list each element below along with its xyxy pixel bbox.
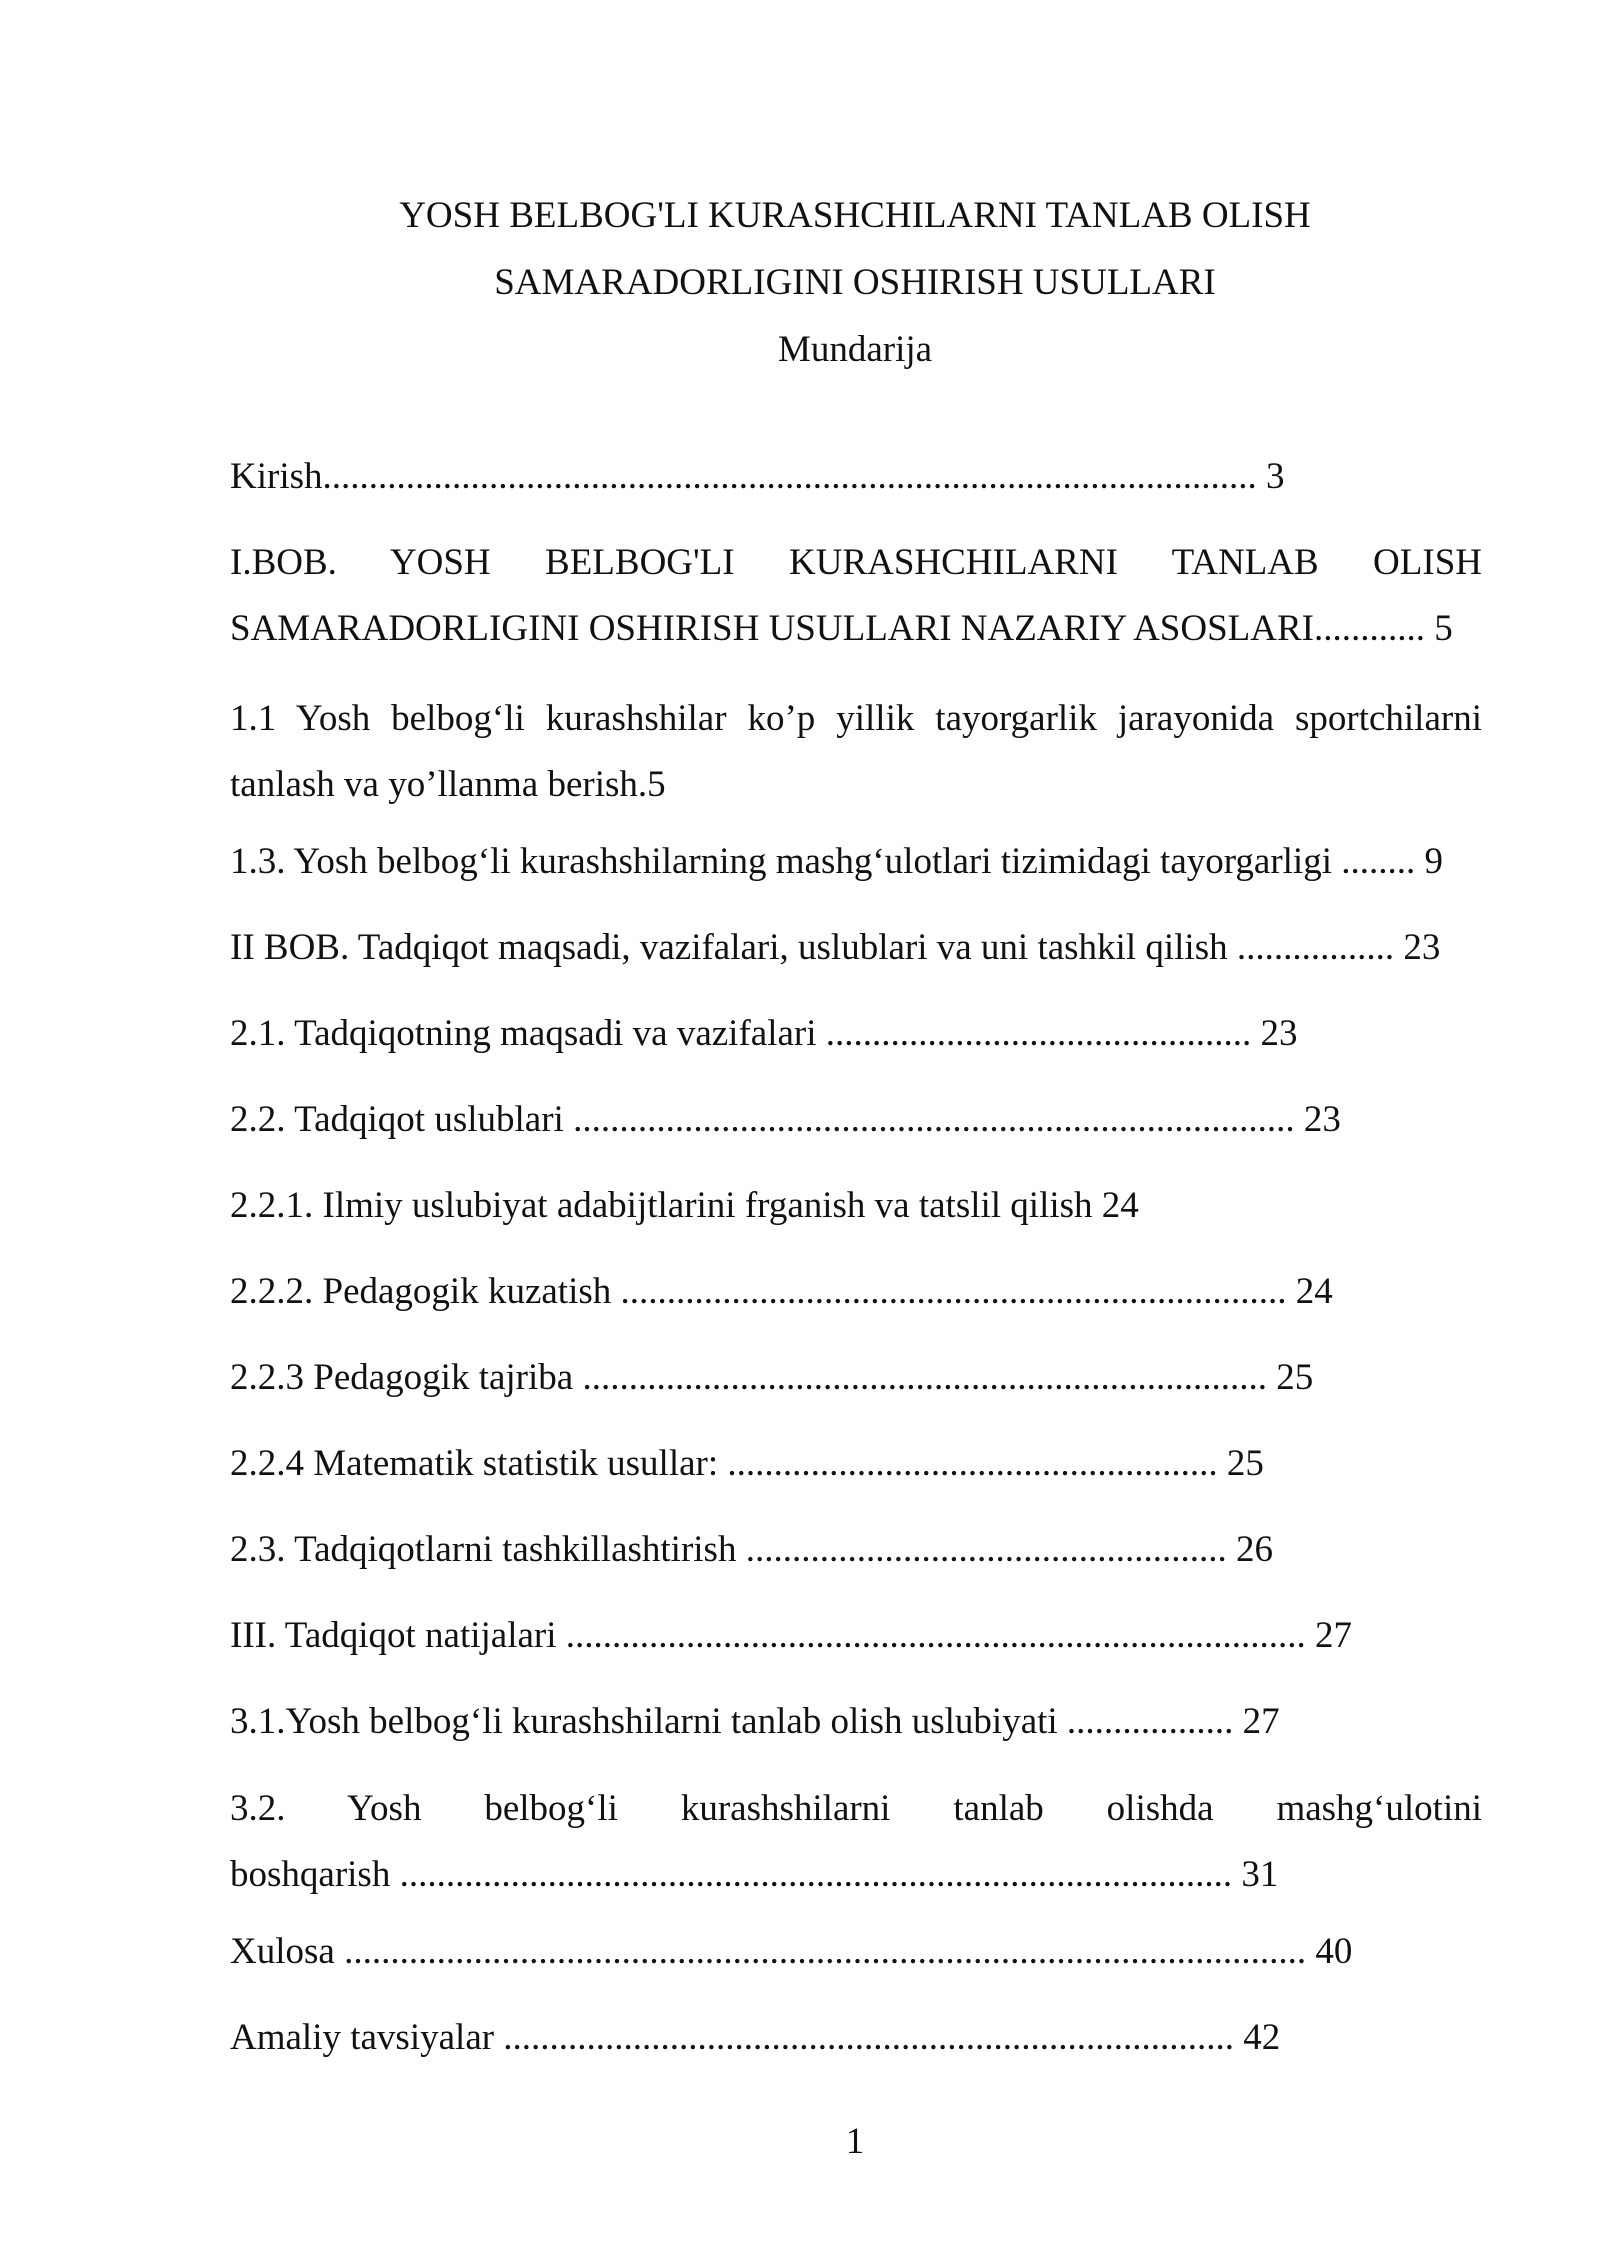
toc-entry-kirish: Kirish..................................................................................................... 3 xyxy=(230,456,1285,497)
contents-heading: Mundarija xyxy=(777,329,933,370)
page-number: 1 xyxy=(845,2121,865,2162)
toc-entry-2-3: 2.3. Tadqiqotlarni tashkillashtirish .................................................... 26 xyxy=(230,1529,1273,1570)
toc-entry-chapter-1-line-1: I.BOB. YOSH BELBOG'LI KURASHCHILARNI TANLAB OLISH xyxy=(230,542,1482,583)
toc-entry-chapter-1 xyxy=(230,530,1482,662)
toc-entry-xulosa: Xulosa ........................................................................................................ 40 xyxy=(230,1931,1353,1972)
toc-entry-1-1 xyxy=(230,686,1482,818)
toc-entry-chapter-1-line-2: SAMARADORLIGINI OSHIRISH USULLARI NAZARIY ASOSLARI............ 5 xyxy=(230,608,1453,649)
toc-entry-2-2-3: 2.2.3 Pedagogik tajriba .......................................................................... 25 xyxy=(230,1357,1314,1398)
toc-entry-1-1-line-1: 1.1 Yosh belbog‘li kurashshilar ko’p yillik tayorgarlik jarayonida sportchilarni xyxy=(230,698,1482,739)
toc-entry-2-2-4: 2.2.4 Matematik statistik usullar: ..................................................... 25 xyxy=(230,1443,1264,1484)
toc-entry-2-2: 2.2. Tadqiqot uslublari .............................................................................. 23 xyxy=(230,1099,1341,1140)
toc-entry-3-1: 3.1.Yosh belbog‘li kurashshilarni tanlab olish uslubiyati .................. 27 xyxy=(230,1701,1280,1742)
document-title-line-1: YOSH BELBOG'LI KURASHCHILARNI TANLAB OLISH xyxy=(399,195,1311,236)
document-title-line-2: SAMARADORLIGINI OSHIRISH USULLARI xyxy=(494,262,1216,303)
toc-entry-chapter-2: II BOB. Tadqiqot maqsadi, vazifalari, uslublari va uni tashkil qilish ................. 23 xyxy=(230,927,1441,968)
toc-entry-3-2-line-1: 3.2. Yosh belbog‘li kurashshilarni tanlab olishda mashg‘ulotini xyxy=(230,1788,1482,1829)
toc-entry-1-1-line-2: tanlash va yo’llanma berish.5 xyxy=(230,764,666,805)
toc-entry-2-2-2: 2.2.2. Pedagogik kuzatish ........................................................................ 24 xyxy=(230,1271,1333,1312)
toc-entry-2-1: 2.1. Tadqiqotning maqsadi va vazifalari .............................................. 23 xyxy=(230,1013,1298,1054)
toc-entry-amaliy-tavsiyalar: Amaliy tavsiyalar ............................................................................... 42 xyxy=(230,2017,1281,2058)
toc-entry-2-2-1: 2.2.1. Ilmiy uslubiyat adabijtlarini frganish va tatslil qilish 24 xyxy=(230,1185,1139,1226)
toc-entry-chapter-3: III. Tadqiqot natijalari ................................................................................ 27 xyxy=(230,1615,1353,1656)
toc-entry-1-3: 1.3. Yosh belbog‘li kurashshilarning mashg‘ulotlari tizimidagi tayorgarligi ........ 9 xyxy=(230,841,1443,882)
toc-entry-3-2-line-2: boshqarish .......................................................................................... 31 xyxy=(230,1854,1279,1895)
toc-entry-3-2 xyxy=(230,1776,1482,1908)
